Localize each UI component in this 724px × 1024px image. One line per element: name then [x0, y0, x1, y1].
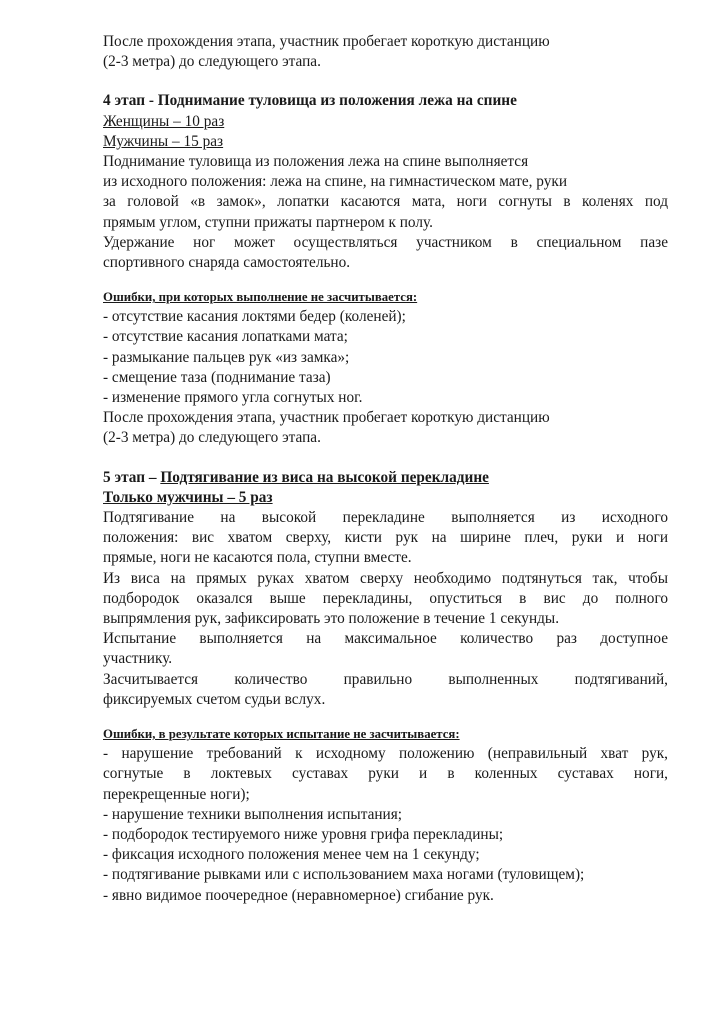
text-line: (2-3 метра) до следующего этапа. [103, 429, 321, 447]
section-5-men-norm: Только мужчины – 5 раз [103, 488, 273, 506]
text-line: После прохождения этапа, участник пробегает короткую дистанцию [103, 409, 550, 427]
text-line: Удержание ног может осуществляться участником в специальном пазе [103, 233, 668, 251]
text-line: После прохождения этапа, участник пробегает короткую дистанцию [103, 33, 550, 50]
error-item: - отсутствие касания локтями бедер (коленей); [103, 308, 406, 326]
error-item: - отсутствие касания лопатками мата; [103, 328, 348, 346]
section-5-title-prefix: 5 этап – [103, 468, 161, 486]
error-item: - изменение прямого угла согнутых ног. [103, 389, 363, 407]
text-line: Из виса на прямых руках хватом сверху необходимо подтянуться так, чтобы [103, 569, 668, 587]
error-item: - размыкание пальцев рук «из замка»; [103, 348, 350, 366]
text-line: из исходного положения: лежа на спине, на гимнастическом мате, руки [103, 173, 567, 191]
text-line: участнику. [103, 650, 173, 668]
error-item: - подбородок тестируемого ниже уровня грифа перекладины; [103, 825, 504, 843]
error-item: перекрещенные ноги); [103, 785, 250, 803]
text-line: Испытание выполняется на максимальное количество раз доступное [103, 630, 668, 648]
error-item: - смещение таза (поднимание таза) [103, 368, 331, 386]
text-line: Подтягивание на высокой перекладине выполняется из исходного [103, 509, 668, 527]
section-4-women-norm: Женщины – 10 раз [103, 112, 225, 130]
text-line: спортивного снаряда самостоятельно. [103, 254, 351, 272]
error-item: согнутые в локтевых суставах руки и в коленных суставах ноги, [103, 765, 668, 783]
error-item: - подтягивание рывками или с использованием маха ногами (туловищем); [103, 866, 585, 884]
error-item: - явно видимое поочередное (неравномерное) сгибание рук. [103, 886, 494, 904]
text-line: Засчитывается количество правильно выполненных подтягиваний, [103, 670, 668, 688]
section-4-title: 4 этап - Поднимание туловища из положения лежа на спине [103, 92, 517, 110]
text-line: положения: вис хватом сверху, кисти рук на ширине плеч, руки и ноги [103, 529, 668, 547]
section-5-title [103, 468, 668, 488]
text-line: фиксируемых счетом судьи вслух. [103, 690, 326, 708]
text-line: прямые, ноги не касаются пола, ступни вместе. [103, 549, 412, 567]
text-line: выпрямления рук, зафиксировать это положение в течение 1 секунды. [103, 610, 560, 628]
section-5-errors-title: Ошибки, в результате которых испытание не засчитывается: [103, 727, 460, 742]
section-4-errors-title: Ошибки, при которых выполнение не засчитывается: [103, 290, 418, 305]
section-5-title-main: Подтягивание из виса на высокой перекладине [160, 468, 489, 486]
error-item: - фиксация исходного положения менее чем на 1 секунду; [103, 846, 480, 864]
text-line: (2-3 метра) до следующего этапа. [103, 53, 321, 71]
error-item: - нарушение техники выполнения испытания; [103, 805, 403, 823]
text-line: прямым углом, ступни прижаты партнером к полу. [103, 213, 433, 231]
text-line: подбородок оказался выше перекладины, опуститься в вис до полного [103, 589, 668, 607]
section-4-men-norm: Мужчины – 15 раз [103, 132, 224, 150]
text-line: Поднимание туловища из положения лежа на спине выполняется [103, 153, 529, 171]
error-item: - нарушение требований к исходному положению (неправильный хват рук, [103, 745, 668, 763]
text-line: за головой «в замок», лопатки касаются мата, ноги согнуты в коленях под [103, 193, 668, 211]
